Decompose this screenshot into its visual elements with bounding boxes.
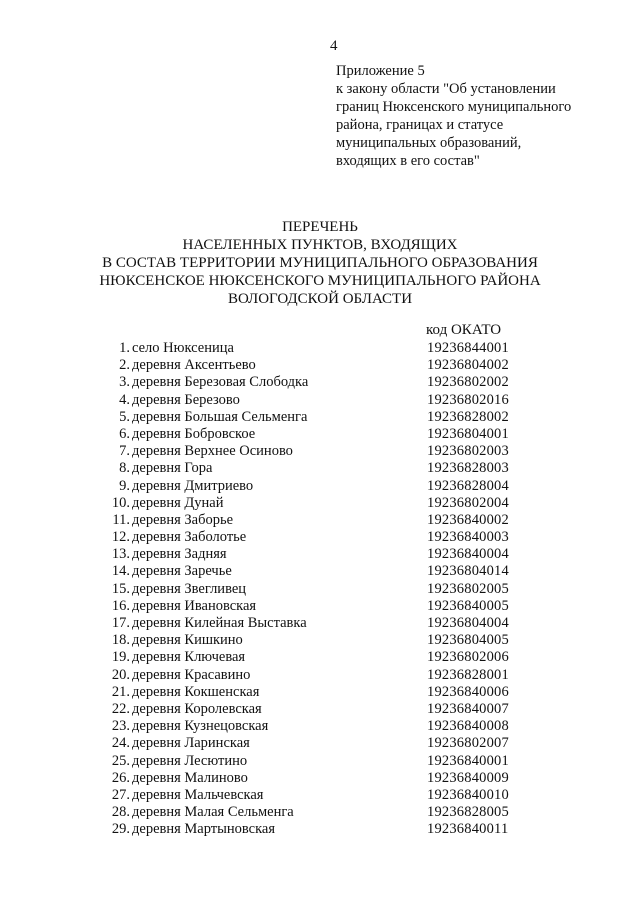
list-item [0, 512, 640, 529]
settlement-name: деревня Заборье [132, 511, 234, 528]
document-title [0, 218, 640, 308]
settlement-name: деревня Кишкино [132, 632, 243, 649]
settlement-name: деревня Килейная Выставка [132, 615, 307, 631]
settlement-name: деревня Задняя [132, 546, 227, 563]
settlement-name: деревня Заречье [132, 563, 232, 580]
item-number: 1. [119, 340, 130, 356]
okato-code: 19236804002 [427, 357, 509, 374]
item-number: 4. [119, 391, 130, 408]
list-item [0, 340, 640, 357]
okato-code: 19236840006 [427, 683, 509, 700]
title-line: В СОСТАВ ТЕРРИТОРИИ МУНИЦИПАЛЬНОГО ОБРАЗОВАНИЯ [102, 255, 538, 271]
list-item [0, 443, 640, 460]
okato-code: 19236802006 [427, 649, 509, 666]
okato-code: 19236828005 [427, 804, 509, 821]
item-number: 9. [119, 477, 130, 494]
okato-code: 19236804004 [427, 615, 509, 631]
settlement-list [0, 340, 640, 838]
okato-code: 19236802007 [427, 735, 509, 752]
settlement-name: деревня Ларинская [132, 735, 250, 752]
okato-code: 19236828001 [427, 666, 509, 683]
okato-code: 19236802004 [427, 494, 509, 511]
list-item [0, 563, 640, 580]
settlement-name: деревня Аксентьево [132, 357, 256, 374]
item-number: 19. [111, 649, 130, 666]
list-item [0, 787, 640, 804]
appendix-note [336, 62, 571, 170]
settlement-name: деревня Малая Сельменга [132, 804, 294, 821]
title-line: НАСЕЛЕННЫХ ПУНКТОВ, ВХОДЯЩИХ [182, 237, 458, 253]
item-number: 3. [119, 374, 130, 391]
okato-code: 19236802003 [427, 443, 509, 460]
okato-code: 19236840011 [427, 821, 509, 838]
item-number: 26. [111, 769, 130, 786]
settlement-name: деревня Мальчевская [132, 786, 264, 803]
okato-code: 19236802016 [427, 391, 509, 408]
settlement-name: деревня Кузнецовская [132, 718, 269, 735]
item-number: 22. [111, 700, 130, 717]
list-item [0, 684, 640, 701]
item-number: 18. [111, 632, 130, 649]
page-number: 4 [330, 38, 338, 54]
item-number: 14. [111, 563, 130, 580]
settlement-name: деревня Мартыновская [132, 821, 276, 838]
list-item [0, 667, 640, 684]
list-item [0, 409, 640, 426]
item-number: 17. [111, 615, 130, 631]
okato-code-header: код ОКАТО [426, 322, 502, 338]
item-number: 29. [111, 821, 130, 838]
item-number: 6. [119, 425, 130, 442]
list-item [0, 460, 640, 477]
settlement-name: деревня Королевская [132, 700, 262, 717]
settlement-name: деревня Малиново [132, 769, 248, 786]
title-line: НЮКСЕНСКОЕ НЮКСЕНСКОГО МУНИЦИПАЛЬНОГО РАЙОНА [99, 273, 541, 289]
appendix-line: границ Нюксенского муниципального [336, 99, 572, 115]
okato-code: 19236802005 [427, 580, 509, 597]
item-number: 8. [119, 460, 130, 477]
list-item [0, 649, 640, 666]
okato-code: 19236840001 [427, 752, 509, 769]
okato-code: 19236840003 [427, 529, 509, 546]
item-number: 12. [111, 529, 130, 546]
item-number: 27. [111, 786, 130, 803]
okato-code: 19236840002 [427, 511, 509, 528]
settlement-name: деревня Дмитриево [132, 477, 254, 494]
okato-code: 19236828004 [427, 477, 509, 494]
list-item [0, 495, 640, 512]
settlement-name: деревня Березово [132, 391, 240, 408]
appendix-line: к закону области "Об установлении [336, 81, 556, 97]
item-number: 7. [119, 443, 130, 460]
item-number: 25. [111, 752, 130, 769]
title-line: ПЕРЕЧЕНЬ [282, 219, 358, 235]
list-item [0, 753, 640, 770]
settlement-name: село Нюксеница [132, 340, 234, 356]
list-item [0, 426, 640, 443]
okato-code: 19236840005 [427, 597, 509, 614]
item-number: 21. [111, 683, 130, 700]
settlement-name: деревня Лесютино [132, 752, 248, 769]
okato-code: 19236840004 [427, 546, 509, 563]
settlement-name: деревня Большая Сельменга [132, 408, 308, 425]
okato-code: 19236802002 [427, 374, 509, 391]
item-number: 11. [112, 511, 130, 528]
list-item [0, 735, 640, 752]
list-item [0, 615, 640, 632]
okato-code: 19236840010 [427, 786, 509, 803]
item-number: 15. [111, 580, 130, 597]
settlement-name: деревня Красавино [132, 666, 251, 683]
list-item [0, 374, 640, 391]
settlement-name: деревня Дунай [132, 494, 224, 511]
list-item [0, 546, 640, 563]
list-item [0, 701, 640, 718]
settlement-name: деревня Бобровское [132, 425, 256, 442]
item-number: 2. [119, 357, 130, 374]
okato-code: 19236840008 [427, 718, 509, 735]
list-item [0, 478, 640, 495]
list-item [0, 632, 640, 649]
item-number: 28. [111, 804, 130, 821]
list-item [0, 718, 640, 735]
list-item [0, 357, 640, 374]
list-item [0, 392, 640, 409]
okato-code: 19236840007 [427, 700, 509, 717]
settlement-name: деревня Звегливец [132, 580, 247, 597]
appendix-line: района, границах и статусе [336, 117, 504, 133]
settlement-name: деревня Ивановская [132, 597, 257, 614]
item-number: 10. [111, 494, 130, 511]
item-number: 16. [111, 597, 130, 614]
okato-code: 19236828002 [427, 408, 509, 425]
item-number: 20. [111, 666, 130, 683]
item-number: 5. [119, 408, 130, 425]
okato-code: 19236804005 [427, 632, 509, 649]
appendix-line: входящих в его состав" [336, 153, 480, 169]
settlement-name: деревня Верхнее Осиново [132, 443, 293, 460]
title-line: ВОЛОГОДСКОЙ ОБЛАСТИ [227, 291, 413, 307]
okato-code: 19236844001 [427, 340, 509, 356]
okato-code: 19236804014 [427, 563, 509, 580]
list-item [0, 821, 640, 838]
appendix-line: Приложение 5 [336, 63, 425, 79]
list-item [0, 581, 640, 598]
settlement-name: деревня Березовая Слободка [132, 374, 309, 391]
item-number: 13. [111, 546, 130, 563]
okato-code: 19236840009 [427, 769, 509, 786]
list-item [0, 770, 640, 787]
okato-code: 19236804001 [427, 425, 509, 442]
settlement-name: деревня Заболотье [132, 529, 247, 546]
settlement-name: деревня Кокшенская [132, 683, 260, 700]
item-number: 24. [111, 735, 130, 752]
okato-code: 19236828003 [427, 460, 509, 477]
list-item [0, 529, 640, 546]
list-item [0, 804, 640, 821]
settlement-name: деревня Гора [132, 460, 213, 477]
item-number: 23. [111, 718, 130, 735]
list-item [0, 598, 640, 615]
settlement-name: деревня Ключевая [132, 649, 246, 666]
appendix-line: муниципальных образований, [336, 135, 522, 151]
